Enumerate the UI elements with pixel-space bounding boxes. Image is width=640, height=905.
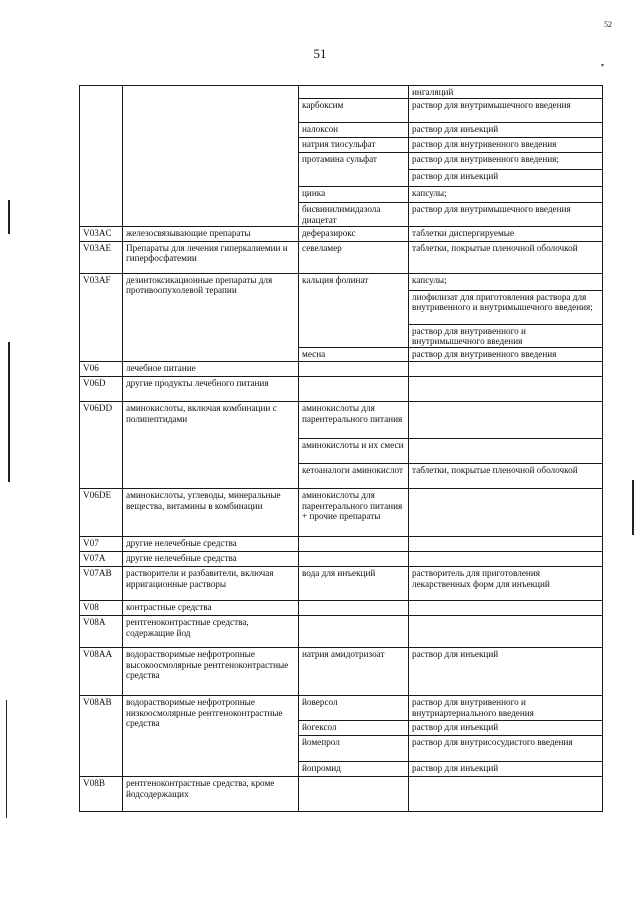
dosage-form-cell: таблетки диспергируемые bbox=[409, 226, 603, 241]
table-row bbox=[80, 402, 603, 439]
atc-code-cell: V07A bbox=[80, 552, 123, 567]
dosage-form-cell bbox=[409, 552, 603, 567]
table-row bbox=[80, 362, 603, 377]
dosage-form-cell: капсулы; bbox=[409, 273, 603, 290]
dosage-form-cell bbox=[409, 489, 603, 537]
drug-cell: бисвинилимидазола диацетат bbox=[299, 203, 409, 227]
dosage-form-cell: раствор для инъекций bbox=[409, 123, 603, 138]
group-cell bbox=[123, 86, 299, 227]
dosage-form-cell: растворитель для приготовления лекарственных форм для инъекций bbox=[409, 567, 603, 601]
corner-mark: 52 bbox=[604, 20, 612, 29]
dosage-form-cell bbox=[409, 377, 603, 402]
table-row bbox=[80, 696, 603, 721]
group-cell: железосвязывающие препараты bbox=[123, 226, 299, 241]
dosage-form-cell: раствор для внутривенного введения bbox=[409, 138, 603, 153]
dosage-form-cell: раствор для внутривенного и внутримышечного введения bbox=[409, 324, 603, 348]
dosage-form-cell bbox=[409, 777, 603, 812]
drug-cell: кетоаналоги аминокислот bbox=[299, 464, 409, 489]
group-cell: лечебное питание bbox=[123, 362, 299, 377]
dosage-form-cell: раствор для внутримышечного введения bbox=[409, 203, 603, 227]
group-cell: другие продукты лечебного питания bbox=[123, 377, 299, 402]
drug-cell: деферазирокс bbox=[299, 226, 409, 241]
drug-cell: аминокислоты и их смеси bbox=[299, 439, 409, 464]
drug-cell bbox=[299, 777, 409, 812]
dosage-form-cell: раствор для внутримышечного введения bbox=[409, 99, 603, 123]
drug-table-body bbox=[80, 86, 603, 812]
table-row bbox=[80, 226, 603, 241]
dosage-form-cell: раствор для внутривенного введения bbox=[409, 348, 603, 362]
page-number: 51 bbox=[313, 46, 327, 61]
atc-code-cell: V07 bbox=[80, 537, 123, 552]
dosage-form-cell: раствор для инъекций bbox=[409, 648, 603, 696]
drug-cell: налоксон bbox=[299, 123, 409, 138]
drug-cell: натрия тиосульфат bbox=[299, 138, 409, 153]
dosage-form-cell bbox=[409, 402, 603, 439]
table-row bbox=[80, 489, 603, 537]
drug-cell: аминокислоты для парентерального питания bbox=[299, 402, 409, 439]
atc-code-cell: V08B bbox=[80, 777, 123, 812]
table-row bbox=[80, 241, 603, 273]
scan-edge-mark bbox=[8, 342, 10, 482]
table-row bbox=[80, 777, 603, 812]
group-cell: контрастные средства bbox=[123, 601, 299, 616]
dosage-form-cell: раствор для внутривенного введения; bbox=[409, 153, 603, 170]
atc-code-cell bbox=[80, 86, 123, 227]
drug-cell bbox=[299, 377, 409, 402]
scan-dot: ▾ bbox=[600, 63, 604, 69]
drug-cell bbox=[299, 86, 409, 99]
scan-edge-mark bbox=[8, 200, 10, 234]
atc-code-cell: V06DE bbox=[80, 489, 123, 537]
atc-code-cell: V08AB bbox=[80, 696, 123, 777]
drug-cell: аминокислоты для парентерального питания + прочие препараты bbox=[299, 489, 409, 537]
drug-cell: йопромид bbox=[299, 762, 409, 777]
table-row bbox=[80, 273, 603, 290]
dosage-form-cell: таблетки, покрытые пленочной оболочкой bbox=[409, 464, 603, 489]
dosage-form-cell: раствор для инъекций bbox=[409, 721, 603, 736]
drug-cell: протамина сульфат bbox=[299, 153, 409, 187]
drug-cell: вода для инъекций bbox=[299, 567, 409, 601]
table-row bbox=[80, 552, 603, 567]
atc-code-cell: V03AF bbox=[80, 273, 123, 362]
dosage-form-cell: ингаляций bbox=[409, 86, 603, 99]
atc-code-cell: V08 bbox=[80, 601, 123, 616]
group-cell: аминокислоты, включая комбинации с полипептидами bbox=[123, 402, 299, 489]
scan-edge-mark bbox=[632, 480, 634, 535]
drug-cell: месна bbox=[299, 348, 409, 362]
dosage-form-cell: капсулы; bbox=[409, 187, 603, 203]
drug-cell bbox=[299, 616, 409, 648]
drug-cell: йогексол bbox=[299, 721, 409, 736]
group-cell: водорастворимые нефротропные низкоосмолярные рентгеноконтрастные средства bbox=[123, 696, 299, 777]
dosage-form-cell bbox=[409, 616, 603, 648]
table-row bbox=[80, 648, 603, 696]
drug-cell bbox=[299, 601, 409, 616]
group-cell: другие нелечебные средства bbox=[123, 552, 299, 567]
atc-code-cell: V07AB bbox=[80, 567, 123, 601]
drug-cell: натрия амидотризоат bbox=[299, 648, 409, 696]
table-row bbox=[80, 567, 603, 601]
group-cell: водорастворимые нефротропные высокоосмолярные рентгеноконтрастные средства bbox=[123, 648, 299, 696]
dosage-form-cell bbox=[409, 601, 603, 616]
group-cell: рентгеноконтрастные средства, содержащие йод bbox=[123, 616, 299, 648]
atc-code-cell: V03AC bbox=[80, 226, 123, 241]
scan-edge-mark bbox=[6, 700, 7, 818]
dosage-form-cell bbox=[409, 362, 603, 377]
table-row bbox=[80, 86, 603, 99]
drug-cell bbox=[299, 552, 409, 567]
group-cell: рентгеноконтрастные средства, кроме йодсодержащих bbox=[123, 777, 299, 812]
dosage-form-cell: лиофилизат для приготовления раствора для внутривенного и внутримышечного введения; bbox=[409, 290, 603, 324]
drug-cell: йоверсол bbox=[299, 696, 409, 721]
dosage-form-cell: раствор для инъекций bbox=[409, 762, 603, 777]
table-row bbox=[80, 377, 603, 402]
drug-cell bbox=[299, 362, 409, 377]
dosage-form-cell bbox=[409, 439, 603, 464]
dosage-form-cell bbox=[409, 537, 603, 552]
drug-cell: карбоксим bbox=[299, 99, 409, 123]
drug-cell bbox=[299, 537, 409, 552]
table-row bbox=[80, 616, 603, 648]
table-row bbox=[80, 537, 603, 552]
atc-code-cell: V08A bbox=[80, 616, 123, 648]
group-cell: аминокислоты, углеводы, минеральные вещества, витамины в комбинации bbox=[123, 489, 299, 537]
dosage-form-cell: раствор для внутрисосудистого введения bbox=[409, 736, 603, 762]
table-row bbox=[80, 601, 603, 616]
atc-code-cell: V03AE bbox=[80, 241, 123, 273]
group-cell: другие нелечебные средства bbox=[123, 537, 299, 552]
group-cell: растворители и разбавители, включая ирригационные растворы bbox=[123, 567, 299, 601]
dosage-form-cell: раствор для внутривенного и внутриартериального введения bbox=[409, 696, 603, 721]
drug-cell: севеламер bbox=[299, 241, 409, 273]
atc-code-cell: V06DD bbox=[80, 402, 123, 489]
group-cell: Препараты для лечения гиперкалиемии и гиперфосфатемии bbox=[123, 241, 299, 273]
drug-cell: йомепрол bbox=[299, 736, 409, 762]
drug-cell: цинка bbox=[299, 187, 409, 203]
drug-table bbox=[79, 85, 603, 812]
drug-cell: кальция фолинат bbox=[299, 273, 409, 348]
dosage-form-cell: раствор для инъекций bbox=[409, 170, 603, 187]
dosage-form-cell: таблетки, покрытые пленочной оболочкой bbox=[409, 241, 603, 273]
atc-code-cell: V06D bbox=[80, 377, 123, 402]
group-cell: дезинтоксикационные препараты для противоопухолевой терапии bbox=[123, 273, 299, 362]
atc-code-cell: V06 bbox=[80, 362, 123, 377]
atc-code-cell: V08AA bbox=[80, 648, 123, 696]
